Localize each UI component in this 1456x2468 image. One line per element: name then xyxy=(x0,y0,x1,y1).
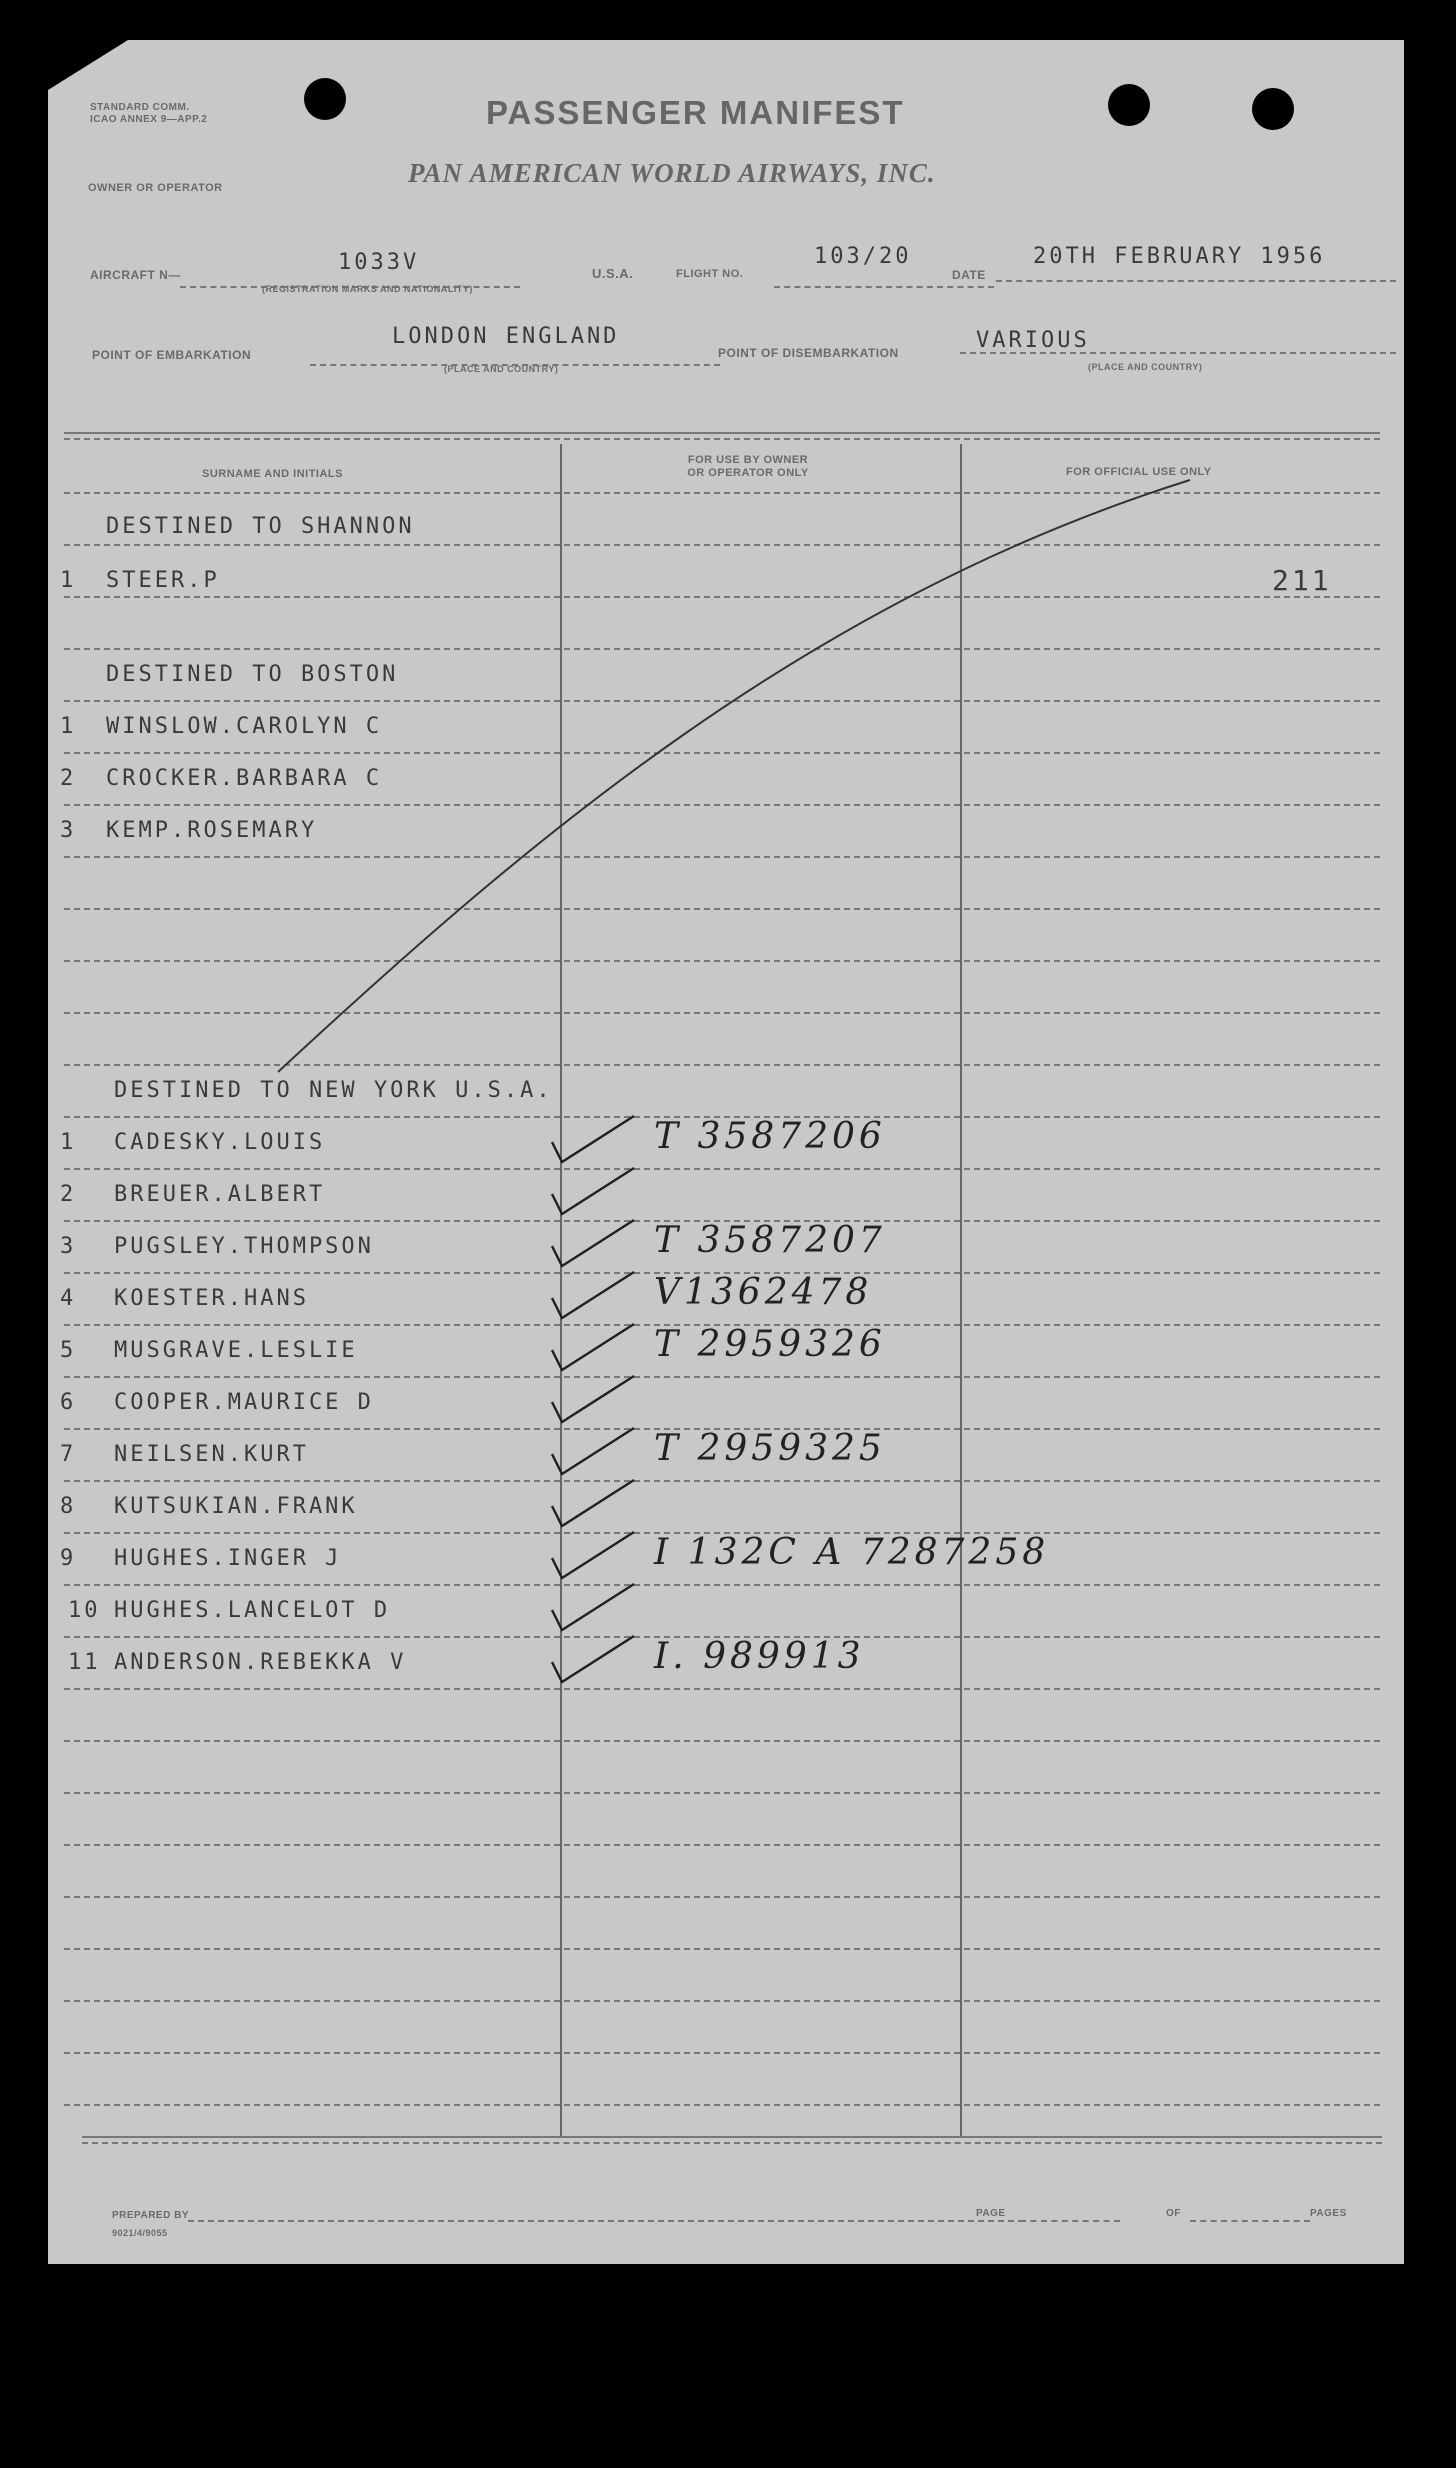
page-title: PASSENGER MANIFEST xyxy=(486,94,905,131)
official-use-value: 211 xyxy=(1272,564,1332,597)
manifest-sheet xyxy=(48,40,1404,2264)
passenger-name: CROCKER.BARBARA C xyxy=(106,766,383,791)
prepared-line xyxy=(188,2220,1024,2222)
owner-label: OWNER OR OPERATOR xyxy=(88,182,223,194)
form-number: 9021/4/9055 xyxy=(112,2228,168,2238)
row-number: 3 xyxy=(60,1234,77,1259)
handwritten-document-number: V1362478 xyxy=(654,1272,873,1313)
aircraft-label: AIRCRAFT N— xyxy=(90,268,181,282)
passenger-name: STEER.P xyxy=(106,568,220,593)
of-line xyxy=(1190,2220,1310,2222)
embark-value: LONDON ENGLAND xyxy=(392,324,620,349)
passenger-name: DESTINED TO BOSTON xyxy=(106,662,399,687)
passenger-name: ANDERSON.REBEKKA V xyxy=(114,1650,407,1675)
passenger-name: KEMP.ROSEMARY xyxy=(106,818,318,843)
passenger-name: WINSLOW.CAROLYN C xyxy=(106,714,383,739)
prepared-label: PREPARED BY xyxy=(112,2210,189,2221)
place-caption: (PLACE AND COUNTRY) xyxy=(444,364,559,374)
handwritten-document-number: T 3587207 xyxy=(654,1220,886,1261)
row-number: 11 xyxy=(68,1650,101,1675)
handwritten-document-number: I. 989913 xyxy=(654,1636,865,1677)
pages-label: PAGES xyxy=(1310,2208,1347,2219)
row-number: 3 xyxy=(60,818,77,843)
page-label: PAGE xyxy=(976,2208,1006,2219)
passenger-name: HUGHES.LANCELOT D xyxy=(114,1598,391,1623)
flight-label: FLIGHT NO. xyxy=(676,268,744,280)
passenger-name: COOPER.MAURICE D xyxy=(114,1390,374,1415)
row-number: 8 xyxy=(60,1494,77,1519)
passenger-name: DESTINED TO SHANNON xyxy=(106,514,415,539)
registration-caption: (REGISTRATION MARKS AND NATIONALITY) xyxy=(262,284,473,294)
passenger-name: KUTSUKIAN.FRANK xyxy=(114,1494,358,1519)
handwritten-document-number: I 132C A 7287258 xyxy=(654,1532,1050,1573)
of-label: OF xyxy=(1166,2208,1181,2219)
flight-value: 103/20 xyxy=(814,244,912,269)
column-header-official: FOR OFFICIAL USE ONLY xyxy=(1066,466,1212,478)
aircraft-value: 1033V xyxy=(338,250,420,275)
column-header-surname: SURNAME AND INITIALS xyxy=(202,468,343,480)
row-number: 6 xyxy=(60,1390,77,1415)
stamp-line: ICAO ANNEX 9—APP.2 xyxy=(90,114,208,125)
row-number: 9 xyxy=(60,1546,77,1571)
company-name: PAN AMERICAN WORLD AIRWAYS, INC. xyxy=(408,158,936,188)
row-number: 4 xyxy=(60,1286,77,1311)
embark-label: POINT OF EMBARKATION xyxy=(92,348,252,362)
row-number: 1 xyxy=(60,568,77,593)
handwritten-document-number: T 2959326 xyxy=(654,1324,886,1365)
passenger-name: HUGHES.INGER J xyxy=(114,1546,342,1571)
handwritten-document-number: T 3587206 xyxy=(654,1116,886,1157)
row-number: 1 xyxy=(60,714,77,739)
passenger-name: CADESKY.LOUIS xyxy=(114,1130,326,1155)
row-number: 10 xyxy=(68,1598,101,1623)
passenger-name: BREUER.ALBERT xyxy=(114,1182,326,1207)
header-line: FOR USE BY OWNER xyxy=(687,454,809,466)
passenger-name: DESTINED TO NEW YORK U.S.A. xyxy=(114,1078,553,1103)
disembark-value: VARIOUS xyxy=(976,328,1090,353)
row-number: 2 xyxy=(60,766,77,791)
header-line: OR OPERATOR ONLY xyxy=(687,467,809,479)
page-line xyxy=(1020,2220,1120,2222)
handwritten-document-number: T 2959325 xyxy=(654,1428,886,1469)
passenger-name: NEILSEN.KURT xyxy=(114,1442,309,1467)
usa-label: U.S.A. xyxy=(592,266,634,281)
cancellation-stroke xyxy=(48,40,1404,2264)
row-number: 7 xyxy=(60,1442,77,1467)
row-number: 1 xyxy=(60,1130,77,1155)
passenger-name: PUGSLEY.THOMPSON xyxy=(114,1234,374,1259)
date-label: DATE xyxy=(952,268,986,282)
row-number: 2 xyxy=(60,1182,77,1207)
disembark-label: POINT OF DISEMBARKATION xyxy=(718,346,899,360)
date-value: 20TH FEBRUARY 1956 xyxy=(1033,244,1326,269)
place-caption: (PLACE AND COUNTRY) xyxy=(1088,362,1203,372)
row-number: 5 xyxy=(60,1338,77,1363)
stamp-line: STANDARD COMM. xyxy=(90,102,190,113)
passenger-name: KOESTER.HANS xyxy=(114,1286,309,1311)
passenger-name: MUSGRAVE.LESLIE xyxy=(114,1338,358,1363)
